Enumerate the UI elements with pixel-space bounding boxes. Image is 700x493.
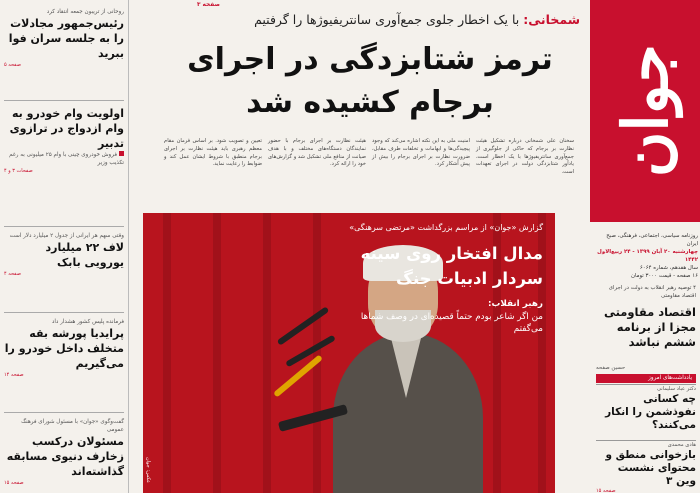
left-story-3[interactable]: وقتی سهم هر ایرانی از جدول ۲ میلیارد دلار است لاف ۲۲ میلیارد یورویی بابک صفحه ۴	[4, 233, 124, 277]
divider	[4, 226, 124, 227]
divider	[4, 412, 124, 413]
right-lead-text: ۴ توصیه رهبر انقلاب به دولت در اجرای اقتصاد مقاومتی	[608, 285, 696, 299]
issue-info: روزنامه سیاسی، اجتماعی، فرهنگی، صبح ایران چهارشنبه ۲۰ آبان ۱۳۹۹ - ۲۴ ربیع‌الاول ۱۴۴۲ سال هفدهم، شماره ۶۰۶۴ ۱۶ صفحه - قیمت ۳۰۰۰ تومان	[597, 233, 698, 279]
left-story-2[interactable]: اولویت وام خودرو به وام ازدواج در ترازوی تدبیر فروش خودروی چینی با وام ۲۵ میلیونی به رغم تکذیب وزیر صفحات ۳ و ۴	[4, 107, 124, 174]
main-headline[interactable]: ترمز شتابزدگی در اجرای برجام کشیده شد	[187, 42, 553, 120]
left-story-1[interactable]: روحانی از تریبون جمعه انتقاد کرد رئیس‌جمهور مجادلات را به جلسه سران فوا ببرید صفحه ۵	[4, 9, 124, 68]
body-column-3: هیئت نظارت بر اجرای برجام با حضور نمایندگان دستگاه‌های مختلف و با هدف صیانت از منافع ملی تشکیل شد و گزارش‌های خود را ارائه کرد.	[268, 138, 366, 168]
notes-label: یادداشت‌های امروز	[596, 374, 696, 383]
body-column-1: سخنان علی شمخانی درباره تشکیل هیئت نظارت بر برجام که حاکی از جلوگیری از جمع‌آوری سانتریفیوژها با یک اخطار است، یادآور شتابزدگی دولت در اجرای تعهدات است.	[476, 138, 574, 176]
photo-headline[interactable]: مدال افتخار روی سینه سردار ادبیات جنگ	[360, 244, 543, 288]
body-column-4: تعیین و تصویب شود. بر اساس فرمان مقام معظم رهبری باید هیئت نظارت بر اجرای برجام منطبق با شروط ایشان عمل کند و ضوابط را رعایت نماید.	[164, 138, 262, 168]
note-box-2[interactable]: هادی محمدی بازخوانی منطق و محتوای نشست وین ۳ صفحه ۱۵	[596, 442, 696, 493]
body-column-2: امنیت ملی به این نکته اشاره می‌کند که وجود پیچیدگی‌ها و ابهامات و تخلفات طرف مقابل، ضرورت نظارت بر اجرای برجام را بیش از پیش آشکار کرد.	[372, 138, 470, 168]
photo-caption: گزارش «جوان» از مراسم بزرگداشت «مرتضی سرهنگی»	[349, 223, 543, 232]
curtain-fold	[313, 213, 321, 493]
photo-quote: رهبر انقلاب: من اگر شاعر بودم حتماً قصیده‌ای در وصف شماها می‌گفتم	[360, 299, 543, 334]
divider	[4, 312, 124, 313]
right-headline[interactable]: اقتصاد مقاومتی مجزا از برنامه ششم نباشد	[603, 305, 696, 349]
left-story-5[interactable]: گفت‌وگوی «جوان» با مسئول شورای فرهنگ عمومی مسئولان درکسب زخارف دنیوی مسابقه گذاشته‌اند صفحه ۱۵	[4, 419, 124, 486]
page-link[interactable]: صفحه ۳	[196, 2, 220, 8]
feature-photo[interactable]	[143, 213, 555, 493]
divider	[4, 100, 124, 101]
curtain-fold	[213, 213, 221, 493]
note-box-1[interactable]: دکتر عباد سلیمانی چه کسانی نفوذشمن را انکار می‌کنند؟	[596, 384, 696, 432]
newspaper-logo: جوان	[608, 44, 682, 178]
left-story-4[interactable]: فرمانده پلیس کشور هشدار داد پرایدیا پورشه بقه متخلف داخل خودرو را می‌گیریم صفحه ۱۴	[4, 319, 124, 378]
right-author: حسین صفحه	[596, 365, 626, 371]
kicker: شمخانی: با یک اخطار جلوی جمع‌آوری سانتریفیوژها را گرفتیم	[254, 12, 580, 27]
column-divider	[128, 0, 129, 493]
masthead	[590, 0, 700, 222]
bullet-icon	[119, 151, 124, 156]
photo-credit: عکس: جوان	[145, 456, 151, 483]
curtain-fold	[163, 213, 171, 493]
curtain-fold	[263, 213, 271, 493]
